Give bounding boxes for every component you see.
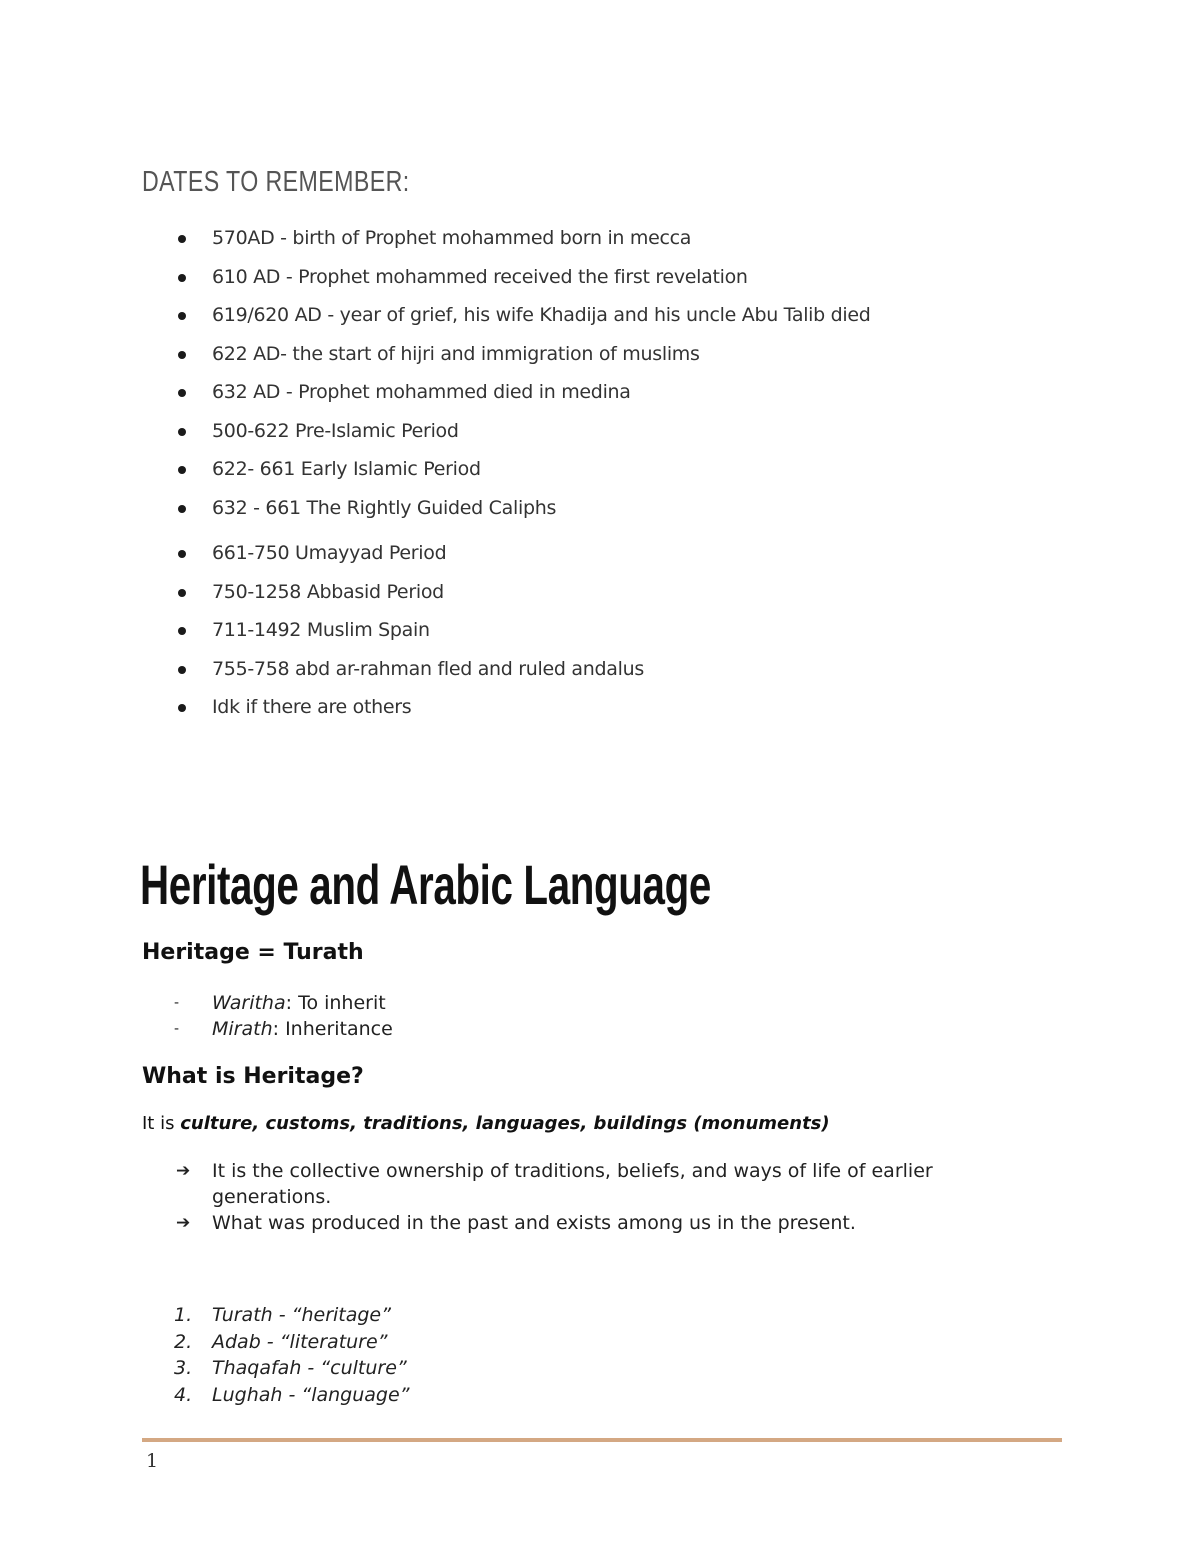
date-item-text: 622 AD- the start of hijri and immigration of muslims <box>212 342 700 365</box>
list-number: 2. <box>174 1330 193 1353</box>
term-meaning: : Inheritance <box>272 1018 393 1040</box>
bullet-icon <box>178 466 186 474</box>
date-item-text: 632 AD - Prophet mohammed died in medina <box>212 381 631 403</box>
date-item-text: 500-622 Pre-Islamic Period <box>212 419 459 442</box>
definition-emphasis: culture, customs, traditions, languages, buildings (monuments) <box>180 1113 830 1134</box>
page-title: Heritage and Arabic Language <box>140 853 711 916</box>
dash-bullet: - <box>174 995 180 1011</box>
arrow-icon: ➔ <box>176 1161 191 1181</box>
bullet-icon <box>178 351 186 359</box>
bullet-icon <box>178 235 186 243</box>
numbered-term-text: Thaqafah - “culture” <box>212 1357 407 1379</box>
bullet-icon <box>178 505 186 513</box>
list-item <box>178 415 871 454</box>
bullet-icon <box>178 704 186 712</box>
list-item <box>178 299 871 338</box>
date-item-text: 661-750 Umayyad Period <box>212 542 447 564</box>
date-item-text: 711-1492 Muslim Spain <box>212 619 430 641</box>
bullet-icon <box>178 274 186 282</box>
bullet-icon <box>178 666 186 674</box>
numbered-term-text: Turath - “heritage” <box>212 1304 391 1326</box>
dates-heading: DATES TO REMEMBER: <box>142 166 410 198</box>
bullet-icon <box>178 550 186 558</box>
date-item-text: 619/620 AD - year of grief, his wife Khadija and his uncle Abu Talib died <box>212 304 871 326</box>
list-item <box>174 1329 410 1356</box>
list-item <box>178 537 871 576</box>
list-item <box>178 614 871 653</box>
arabic-term: Mirath <box>212 1018 273 1040</box>
arrow-list <box>176 1158 996 1236</box>
list-item <box>174 1016 393 1042</box>
bullet-icon <box>178 627 186 635</box>
date-item-text: 750-1258 Abbasid Period <box>212 580 444 603</box>
bullet-icon <box>178 389 186 397</box>
list-item <box>178 338 871 377</box>
list-number: 1. <box>174 1304 193 1326</box>
list-item <box>178 653 871 692</box>
numbered-term-text: Lughah - “language” <box>212 1383 410 1406</box>
list-item <box>176 1158 996 1210</box>
list-number: 4. <box>174 1383 193 1406</box>
word-list <box>174 990 393 1042</box>
list-item <box>174 1302 410 1329</box>
what-is-heritage-heading: What is Heritage? <box>142 1064 364 1089</box>
arrow-point-text: What was produced in the past and exists among us in the present. <box>212 1212 856 1234</box>
date-item-text: 755-758 abd ar-rahman fled and ruled andalus <box>212 657 644 680</box>
list-item <box>178 691 871 730</box>
list-item <box>178 453 871 492</box>
dash-bullet: - <box>174 1021 180 1037</box>
arabic-term: Waritha <box>212 992 286 1014</box>
list-item <box>178 261 871 300</box>
bullet-icon <box>178 312 186 320</box>
footer-divider <box>142 1438 1062 1442</box>
list-item <box>178 222 871 261</box>
turath-heading: Heritage = Turath <box>142 940 364 965</box>
page-number: 1 <box>146 1450 159 1472</box>
list-item <box>176 1210 996 1236</box>
date-item-text: 570AD - birth of Prophet mohammed born in mecca <box>212 227 692 249</box>
list-item <box>174 1382 410 1409</box>
numbered-term-text: Adab - “literature” <box>212 1330 388 1353</box>
arrow-point-text: It is the collective ownership of traditions, beliefs, and ways of life of earlier generations. <box>212 1160 933 1208</box>
list-item <box>178 492 871 531</box>
list-item <box>178 576 871 615</box>
dates-list <box>178 222 871 730</box>
bullet-icon <box>178 428 186 436</box>
bullet-icon <box>178 589 186 597</box>
term-meaning: : To inherit <box>285 992 386 1014</box>
date-item-text: 622- 661 Early Islamic Period <box>212 458 481 480</box>
definition-prefix: It is <box>142 1113 181 1134</box>
list-item <box>178 376 871 415</box>
arrow-icon: ➔ <box>176 1213 191 1233</box>
list-number: 3. <box>174 1357 193 1379</box>
numbered-list <box>174 1302 410 1408</box>
date-item-text: Idk if there are others <box>212 696 412 718</box>
list-item <box>174 1355 410 1382</box>
date-item-text: 632 - 661 The Rightly Guided Caliphs <box>212 496 557 519</box>
heritage-definition <box>142 1113 830 1134</box>
date-item-text: 610 AD - Prophet mohammed received the first revelation <box>212 265 748 288</box>
list-item <box>174 990 393 1016</box>
